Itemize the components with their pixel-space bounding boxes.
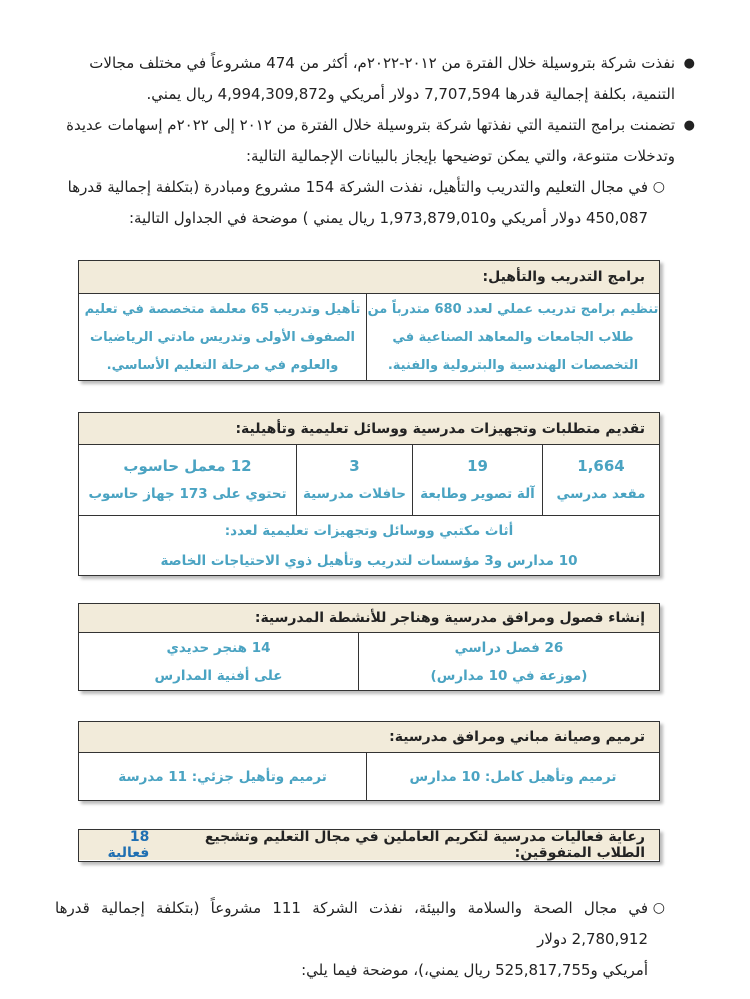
- paragraph-line: أمريكي و525,817,755 ريال يمني،)، موضحة فيما يلي:: [301, 961, 648, 979]
- school-events-box: [78, 829, 660, 862]
- classrooms-cell: [359, 633, 659, 691]
- equipment-cell: [297, 445, 413, 515]
- cell-line: تأهيل وتدريب 65 معلمة متخصصة في تعليم: [84, 301, 361, 317]
- box-title: إنشاء فصول ومرافق مدرسية وهناجر للأنشطة المدرسية:: [79, 604, 659, 633]
- equipment-row: [79, 445, 659, 516]
- circle-bullet-icon: ○: [652, 900, 665, 916]
- paragraph-line: تضمنت برامج التنمية التي نفذتها شركة بتروسيلة خلال الفترة من ٢٠١٢ إلى ٢٠٢٢م إسهامات عديدة: [66, 116, 675, 134]
- cell-line: 14 هنجر حديدي: [166, 640, 271, 656]
- hangars-cell: [79, 633, 359, 691]
- cell-line: (موزعة في 10 مدارس): [430, 668, 588, 684]
- equipment-cell: [79, 445, 297, 515]
- cell-line: أثاث مكتبي ووسائل وتجهيزات تعليمية لعدد:: [224, 523, 514, 539]
- cell-value: 12 معمل حاسوب: [123, 457, 252, 475]
- cell-line: 26 فصل دراسي: [454, 640, 564, 656]
- cell-value: 1,664: [577, 457, 625, 475]
- cell-line: 10 مدارس و3 مؤسسات لتدريب وتأهيل ذوي الاحتياجات الخاصة: [160, 553, 578, 569]
- bullet-icon: ●: [683, 56, 695, 71]
- bullet-icon: ●: [683, 118, 695, 133]
- equipment-cell: [543, 445, 659, 515]
- cell-value: 19: [467, 457, 488, 475]
- cell-label: تحتوي على 173 جهاز حاسوب: [88, 486, 287, 502]
- cell-label: مقعد مدرسي: [556, 486, 646, 502]
- cell-line: تنظيم برامج تدريب عملي لعدد 680 متدرباً من: [367, 301, 659, 317]
- paragraph-line: في مجال التعليم والتدريب والتأهيل، نفذت الشركة 154 مشروع ومبادرة (بتكلفة إجمالية قدرها: [67, 178, 648, 196]
- cell-line: التخصصات الهندسية والبترولية والفنية.: [387, 357, 639, 373]
- full-renovation-cell: ترميم وتأهيل كامل: 10 مدارس: [409, 769, 617, 785]
- training-students-cell: [367, 294, 659, 381]
- cell-line: الصفوف الأولى وتدريس مادتي الرياضيات: [90, 329, 355, 345]
- cell-label: حافلات مدرسية: [302, 486, 407, 502]
- training-programs-box: [78, 260, 660, 381]
- paragraph-line: 450,087 دولار أمريكي و1,973,879,010 ريال يمني ) موضحة في الجداول التالية:: [128, 209, 648, 227]
- paragraph-line: نفذت شركة بتروسيلة خلال الفترة من ٢٠١٢-٢٠٢٢م، أكثر من 474 مشروعاً في مختلف مجالات: [89, 54, 675, 72]
- cell-value: 3: [349, 457, 360, 475]
- renovation-box: [78, 721, 660, 801]
- cell-line: طلاب الجامعات والمعاهد الصناعية في: [392, 329, 634, 345]
- paragraph-programs-intro: [55, 110, 695, 172]
- paragraph-health: [55, 893, 665, 986]
- paragraph-line: وتدخلات متنوعة، والتي يمكن توضيحها بإيجاز بالبيانات الإجمالية التالية:: [246, 147, 675, 165]
- furniture-cell: [79, 516, 659, 576]
- school-equipment-box: [78, 412, 660, 576]
- box-title: ترميم وصيانة مباني ومرافق مدرسية:: [79, 722, 659, 753]
- training-teachers-cell: [79, 294, 367, 381]
- paragraph-line: التنمية، بكلفة إجمالية قدرها 7,707,594 دولار أمريكي و4,994,309,872 ريال يمني.: [146, 85, 675, 103]
- cell-line: على أفنية المدارس: [154, 668, 283, 684]
- box-title: تقديم متطلبات وتجهيزات مدرسية ووسائل تعليمية وتأهيلية:: [79, 413, 659, 445]
- paragraph-education: [55, 172, 665, 234]
- cell-label: آلة تصوير وطابعة: [420, 486, 535, 502]
- box-title: برامج التدريب والتأهيل:: [79, 261, 659, 294]
- cell-line: والعلوم في مرحلة التعليم الأساسي.: [106, 357, 339, 373]
- classrooms-box: [78, 603, 660, 691]
- paragraph-line: في مجال الصحة والسلامة والبيئة، نفذت الشركة 111 مشروعاً (بتكلفة إجمالية قدرها 2,780,912 دولار: [55, 899, 648, 948]
- events-count: 18 فعالية: [107, 829, 150, 861]
- box-title: [79, 830, 659, 860]
- partial-renovation-cell: ترميم وتأهيل جزئي: 11 مدرسة: [79, 753, 367, 801]
- events-title: رعاية فعاليات مدرسية لتكريم العاملين في مجال التعليم وتشجيع الطلاب المتفوقين:: [204, 829, 645, 861]
- equipment-cell: [413, 445, 543, 515]
- circle-bullet-icon: ○: [652, 179, 665, 195]
- paragraph-project-summary: [55, 48, 695, 110]
